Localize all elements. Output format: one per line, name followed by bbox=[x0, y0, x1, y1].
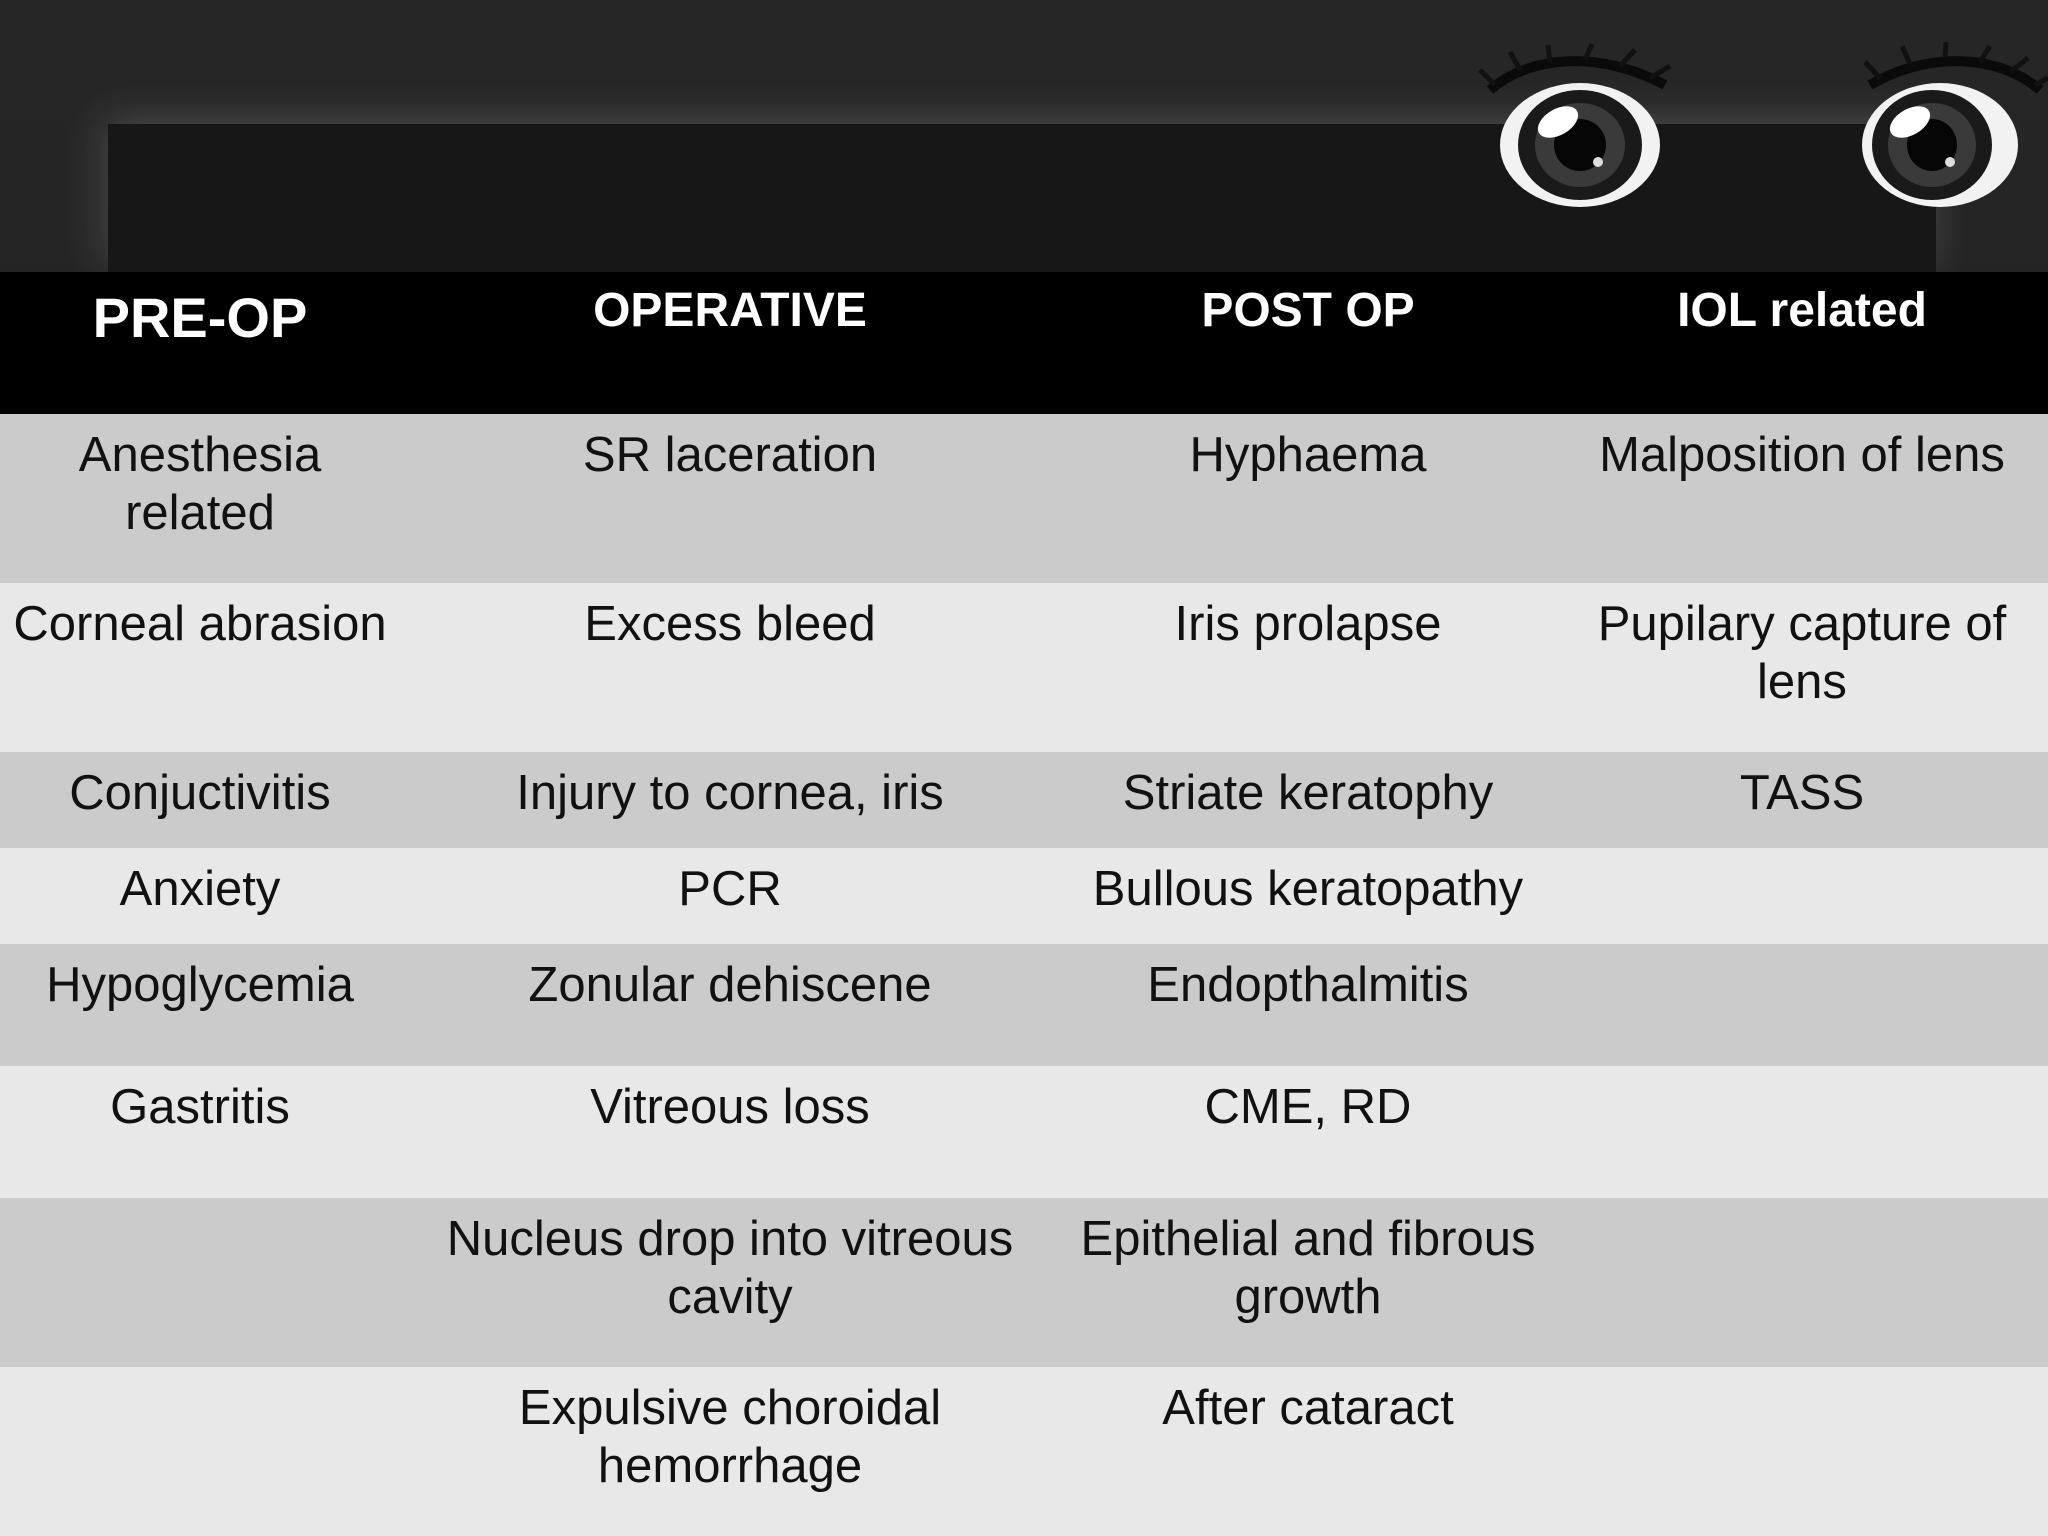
table-row bbox=[0, 1367, 2048, 1536]
table-cell: Expulsive choroidal hemorrhage bbox=[518, 1381, 942, 1493]
table-cell: Vitreous loss bbox=[590, 1080, 870, 1134]
table-cell: Nucleus drop into vitreous cavity bbox=[446, 1212, 1014, 1324]
table-cell: Conjuctivitis bbox=[69, 766, 331, 820]
table-cell: Epithelial and fibrous growth bbox=[1080, 1212, 1536, 1324]
table-cell bbox=[1556, 848, 2048, 944]
table-header-row bbox=[0, 272, 2048, 414]
table-row bbox=[0, 1198, 2048, 1367]
table-cell: Anesthesia related bbox=[78, 428, 322, 540]
table-cell bbox=[1556, 1198, 2048, 1367]
table-cell: Corneal abrasion bbox=[13, 597, 387, 651]
table-cell: Zonular dehiscene bbox=[528, 958, 932, 1012]
table-cell bbox=[1556, 944, 2048, 1066]
table-cell: Gastritis bbox=[110, 1080, 290, 1134]
table-cell: Endopthalmitis bbox=[1147, 958, 1469, 1012]
table-cell bbox=[1556, 1066, 2048, 1198]
table-cell: Injury to cornea, iris bbox=[516, 766, 944, 820]
table-row bbox=[0, 414, 2048, 583]
table-row bbox=[0, 752, 2048, 848]
complications-table bbox=[0, 272, 2048, 1536]
table-cell: Hyphaema bbox=[1189, 428, 1427, 482]
table-cell: PCR bbox=[678, 862, 782, 916]
table-row bbox=[0, 848, 2048, 944]
header-iol-related: IOL related bbox=[1677, 284, 1927, 337]
table-cell: Bullous keratopathy bbox=[1092, 862, 1524, 916]
table-row bbox=[0, 944, 2048, 1066]
table-cell: Iris prolapse bbox=[1174, 597, 1442, 651]
right-eye-icon bbox=[1862, 42, 2048, 207]
table-cell: SR laceration bbox=[582, 428, 878, 482]
table-row bbox=[0, 583, 2048, 752]
header-post-op: POST OP bbox=[1201, 284, 1415, 337]
table-cell: Anxiety bbox=[119, 862, 281, 916]
eyes-illustration bbox=[1470, 40, 2048, 220]
table-cell: Striate keratophy bbox=[1122, 766, 1494, 820]
table-cell: After cataract bbox=[1162, 1381, 1454, 1435]
table-cell: CME, RD bbox=[1204, 1080, 1412, 1134]
table-cell bbox=[1556, 1367, 2048, 1536]
table-row bbox=[0, 1066, 2048, 1198]
header-operative: OPERATIVE bbox=[593, 284, 867, 337]
header-pre-op: PRE-OP bbox=[92, 286, 308, 349]
table-cell: TASS bbox=[1739, 766, 1865, 820]
table-cell bbox=[0, 1198, 400, 1367]
table-cell: Pupilary capture of lens bbox=[1597, 597, 2007, 709]
table-cell bbox=[0, 1367, 400, 1536]
table-cell: Excess bleed bbox=[584, 597, 876, 651]
table-cell: Malposition of lens bbox=[1599, 428, 2005, 482]
table-cell: Hypoglycemia bbox=[46, 958, 354, 1012]
left-eye-icon bbox=[1480, 44, 1670, 207]
